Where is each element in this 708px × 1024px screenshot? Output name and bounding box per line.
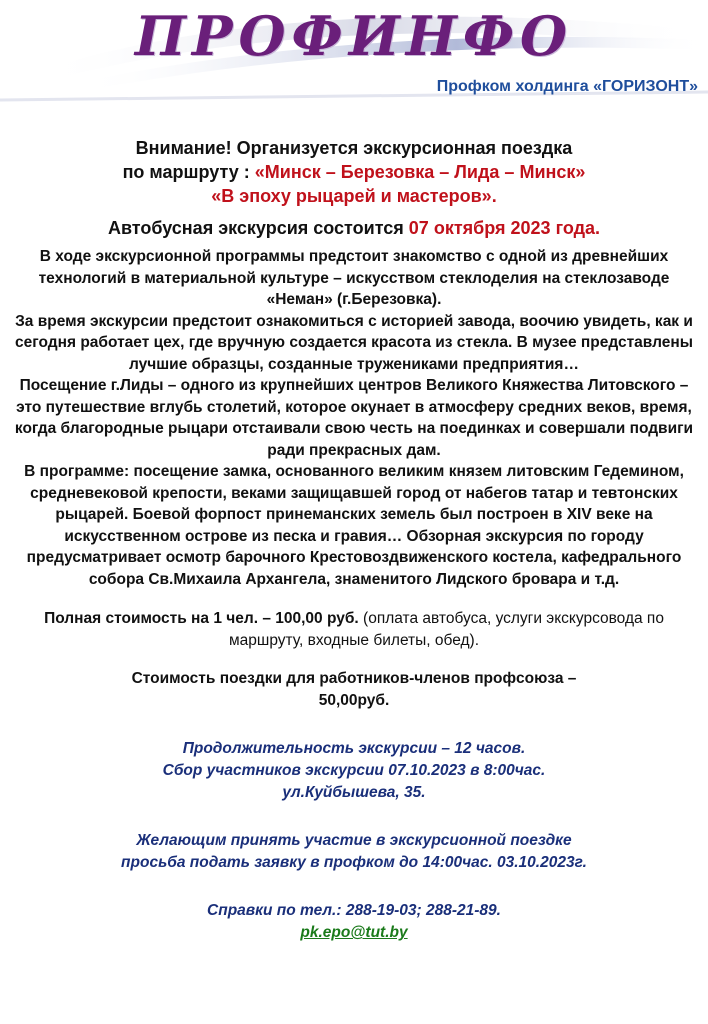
contact-email-link[interactable]: pk.epo@tut.by <box>300 924 408 941</box>
application-line-1: Желающим принять участие в экскурсионной поездке <box>136 832 572 849</box>
route-prefix: по маршруту : <box>122 162 255 182</box>
member-price-line-1: Стоимость поездки для работников-членов профсоюза – <box>131 670 577 687</box>
title-line-1: Внимание! Организуется экскурсионная поездка <box>135 138 573 158</box>
title-line-2 <box>6 160 702 184</box>
tour-date: 07 октября 2023 года. <box>408 218 601 238</box>
paragraph-factory: За время экскурсии предстоит ознакомиться с историей завода, воочию увидеть, как и сегодня работает цех, где вручную создается красота из стекла. В музее представлены лучшие образцы, созданные тружениками предприятия… <box>15 312 693 373</box>
member-price-line-2: 50,00руб. <box>318 692 390 709</box>
full-price-details: (оплата автобуса, услуги экскурсовода по маршруту, входные билеты, обед). <box>228 610 664 649</box>
tour-details <box>6 738 702 804</box>
gathering-time: Сбор участников экскурсии 07.10.2023 в 8:00час. <box>162 762 546 779</box>
paragraph-lida: Посещение г.Лиды – одного из крупнейших центров Великого Княжества Литовского – это путешествие вглубь столетий, которое окунает в атмосферу средних веков, время, когда благородные рыцари отстаивали свою честь на поединках и совершали подвиги ради прекрасных дам. <box>14 377 694 459</box>
contacts <box>6 900 702 944</box>
program-description <box>6 246 702 590</box>
date-prefix: Автобусная экскурсия состоится <box>107 218 409 238</box>
tour-date-line <box>6 216 702 240</box>
tour-theme: «В эпоху рыцарей и мастеров». <box>211 186 497 206</box>
member-price <box>6 668 702 712</box>
logo-text: ПРОФИНФО <box>134 4 574 68</box>
announcement-content <box>6 136 702 944</box>
paragraph-glassworks: В ходе экскурсионной программы предстоит знакомство с одной из древнейших технологий в материальной культуре – искусством стеклоделия на стеклозаводе «Неман» (г.Березовка). <box>38 248 670 308</box>
full-price-amount: Полная стоимость на 1 чел. – 100,00 руб. <box>44 610 359 627</box>
route-text: «Минск – Березовка – Лида – Минск» <box>254 162 586 182</box>
contact-phones: Справки по тел.: 288-19-03; 288-21-89. <box>207 902 501 919</box>
header-banner <box>0 0 708 108</box>
announcement-title <box>6 136 702 208</box>
full-price <box>6 608 702 652</box>
application-line-2: просьба подать заявку в профком до 14:00час. 03.10.2023г. <box>121 854 587 871</box>
gathering-address: ул.Куйбышева, 35. <box>282 784 426 801</box>
application-note <box>6 830 702 874</box>
paragraph-program: В программе: посещение замка, основанного великим князем литовским Гедемином, средневековой крепости, веками защищавшей город от набегов татар и тевтонских рыцарей. Боевой форпост принеманских земель был построен в XIV веке на искусственном острове из песка и гравия… Обзорная экскурсия по городу предусматривает осмотр барочного Крестовоздвиженского костела, кафедрального собора Св.Михаила Архангела, знаменитого Лидского бровара и т.д. <box>24 463 684 588</box>
tour-duration: Продолжительность экскурсии – 12 часов. <box>182 740 526 757</box>
header-subtitle: Профком холдинга «ГОРИЗОНТ» <box>436 78 698 95</box>
